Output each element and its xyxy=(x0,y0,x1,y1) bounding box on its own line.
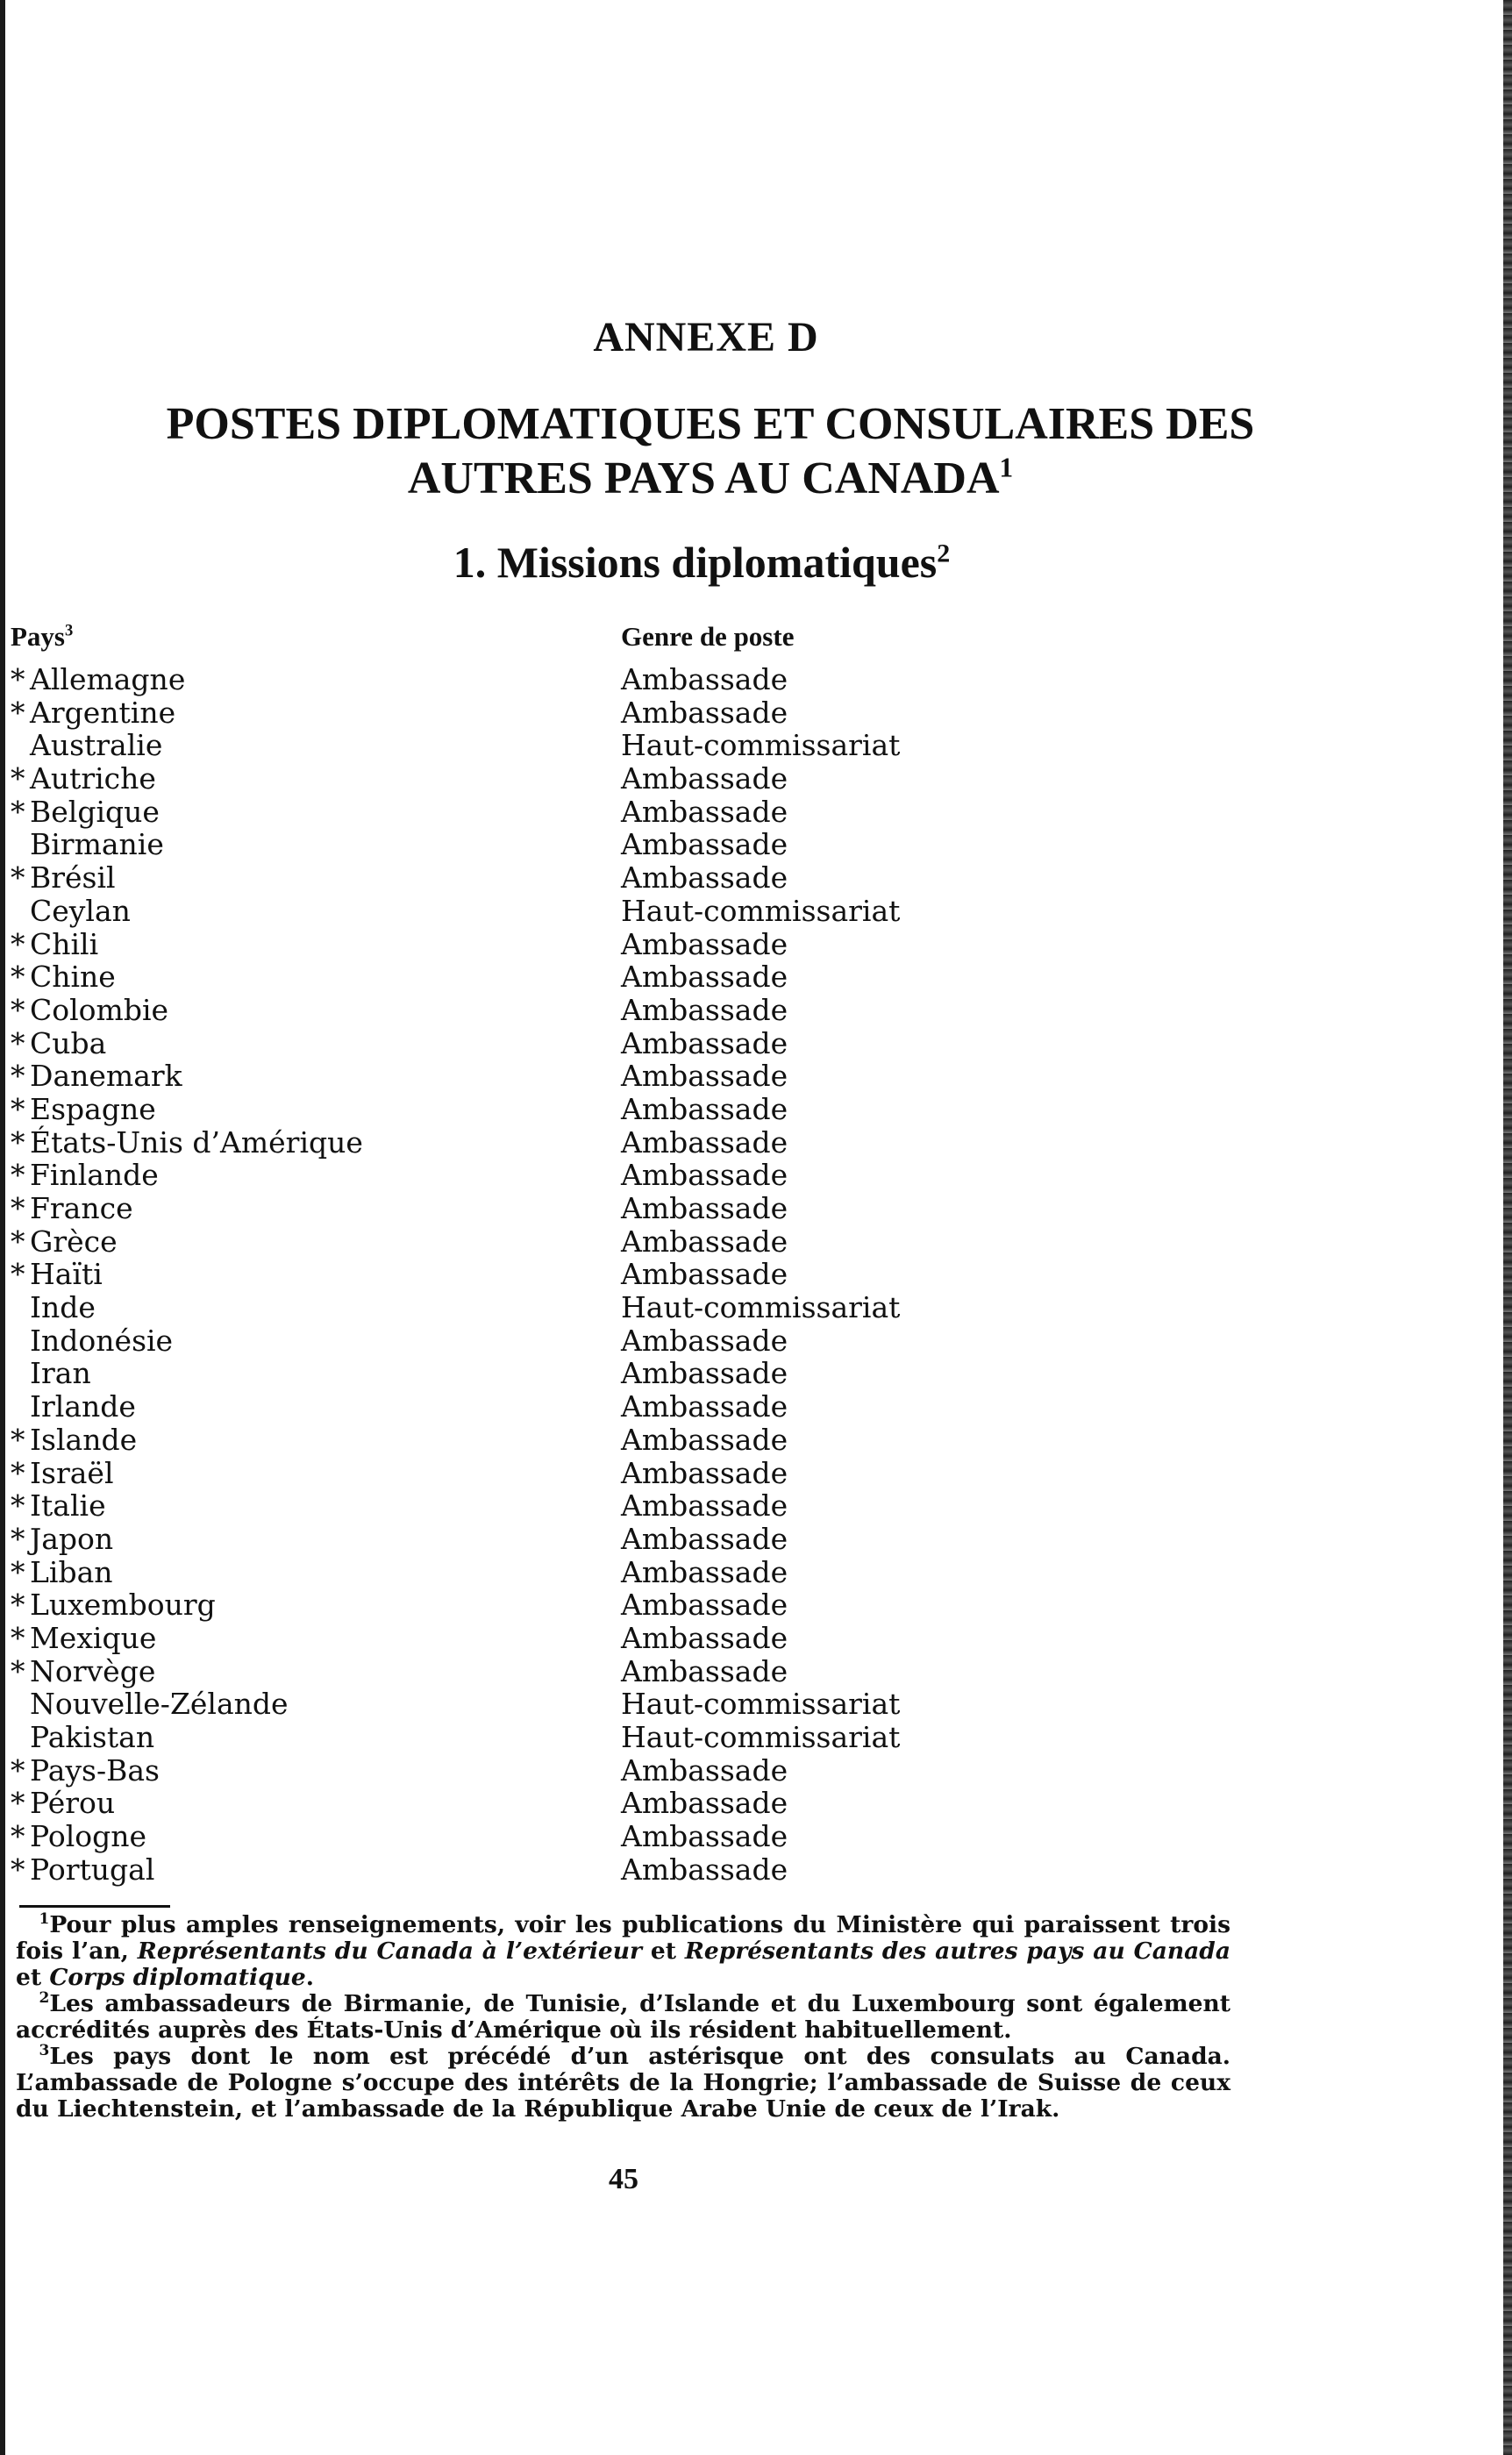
post-type: Ambassade xyxy=(621,794,788,829)
country-name xyxy=(11,696,175,730)
post-type: Ambassade xyxy=(621,1455,788,1490)
country-label: Inde xyxy=(30,1290,96,1325)
consulate-asterisk: * xyxy=(11,1422,25,1457)
table-row xyxy=(0,1556,1052,1589)
country-name xyxy=(11,762,156,796)
consulate-asterisk: * xyxy=(11,1554,25,1589)
country-name xyxy=(11,1787,115,1820)
country-name xyxy=(11,1820,146,1853)
footnote-2 xyxy=(16,1991,1230,2044)
country-name xyxy=(11,1489,106,1523)
table-row xyxy=(0,1457,1052,1490)
footnote-3 xyxy=(16,2044,1230,2123)
footnote-2-number: 2 xyxy=(39,1989,50,2008)
post-type: Ambassade xyxy=(621,960,788,995)
post-type: Haut-commissariat xyxy=(621,728,901,763)
table-row xyxy=(0,861,1052,895)
country-label: Birmanie xyxy=(30,827,164,862)
post-type: Ambassade xyxy=(621,1158,788,1193)
post-type: Ambassade xyxy=(621,695,788,730)
country-label: Nouvelle-Zélande xyxy=(30,1687,289,1722)
country-label: Autriche xyxy=(30,761,156,796)
table-row xyxy=(0,828,1052,861)
country-label: Chili xyxy=(30,926,99,961)
country-label: Irlande xyxy=(30,1389,136,1424)
footnote-1-number: 1 xyxy=(39,1910,50,1929)
country-name xyxy=(11,1556,113,1589)
post-type: Haut-commissariat xyxy=(621,893,901,928)
country-name xyxy=(11,960,116,994)
post-type: Ambassade xyxy=(621,1653,788,1688)
country-name xyxy=(11,729,162,762)
annex-title: ANNEXE D xyxy=(593,314,819,360)
post-type: Ambassade xyxy=(621,1588,788,1623)
table-row xyxy=(0,1424,1052,1457)
country-label: France xyxy=(30,1191,133,1225)
table-row xyxy=(0,960,1052,994)
footnote-3-text: Les pays dont le nom est précédé d’un astérisque ont des consulats au Canada. L’ambassade de Pologne s’occupe des intérêts de la Hongrie; l’ambassade de Suisse de ceux du Liechtenstein, et l’ambassade de la République Arabe Unie de ceux de l’Irak. xyxy=(16,2043,1230,2123)
post-type: Ambassade xyxy=(621,1257,788,1292)
footnote-rule xyxy=(19,1905,170,1908)
post-type: Ambassade xyxy=(621,1323,788,1358)
consulate-asterisk: * xyxy=(11,761,25,796)
consulate-asterisk: * xyxy=(11,1653,25,1688)
country-label: Israël xyxy=(30,1455,114,1490)
consulate-asterisk: * xyxy=(11,1025,25,1060)
country-label: Cuba xyxy=(30,1025,107,1060)
country-label: Danemark xyxy=(30,1059,182,1094)
country-name xyxy=(11,663,185,696)
consulate-asterisk: * xyxy=(11,1224,25,1259)
section-footnote-ref: 2 xyxy=(937,539,951,568)
post-type: Ambassade xyxy=(621,662,788,696)
country-label: États-Unis d’Amérique xyxy=(30,1124,363,1160)
country-label: Pologne xyxy=(30,1819,147,1854)
main-title xyxy=(53,397,1368,506)
table-row xyxy=(0,1258,1052,1291)
consulate-asterisk: * xyxy=(11,926,25,961)
country-name xyxy=(11,1324,173,1358)
country-label: Luxembourg xyxy=(30,1588,216,1623)
footnote-2-text: Les ambassadeurs de Birmanie, de Tunisie, d’Islande et du Luxembourg sont également accrédités auprès des États-Unis d’Amérique où ils résident habituellement. xyxy=(16,1990,1230,2044)
post-type: Ambassade xyxy=(621,1786,788,1821)
country-label: Finlande xyxy=(30,1158,159,1193)
footnote-1-title-a: Représentants du Canada à l’extérieur xyxy=(137,1938,642,1965)
consulate-asterisk: * xyxy=(11,695,25,730)
country-label: Iran xyxy=(30,1356,91,1391)
country-name xyxy=(11,1588,216,1622)
table-row xyxy=(0,928,1052,961)
main-title-line2-text: AUTRES PAYS AU CANADA xyxy=(407,453,1000,503)
post-type: Ambassade xyxy=(621,926,788,961)
consulate-asterisk: * xyxy=(11,1158,25,1193)
country-name xyxy=(11,1457,114,1490)
consulate-asterisk: * xyxy=(11,1752,25,1788)
consulate-asterisk: * xyxy=(11,992,25,1027)
country-name xyxy=(11,1721,154,1754)
country-name xyxy=(11,1258,103,1291)
country-label: Colombie xyxy=(30,992,169,1027)
country-name xyxy=(11,994,168,1027)
post-type: Ambassade xyxy=(621,1488,788,1524)
country-label: Norvège xyxy=(30,1653,156,1688)
country-label: Australie xyxy=(30,728,163,763)
table-row xyxy=(0,1291,1052,1324)
post-type: Ambassade xyxy=(621,860,788,896)
country-name xyxy=(11,828,164,861)
post-type: Ambassade xyxy=(621,1025,788,1060)
table-row xyxy=(0,895,1052,928)
table-row xyxy=(0,1688,1052,1721)
footnote-1-end: . xyxy=(305,1964,315,1991)
footnote-1-text: Pour plus amples renseignements, voir les publications du Ministère qui paraissent trois fois l’an, xyxy=(16,1911,1230,1965)
page-edge-right xyxy=(1503,0,1512,2455)
table-row xyxy=(0,1027,1052,1060)
country-label: Mexique xyxy=(30,1620,157,1655)
post-type: Haut-commissariat xyxy=(621,1720,901,1754)
country-name xyxy=(11,1159,159,1192)
country-label: Brésil xyxy=(30,860,116,896)
post-type: Ambassade xyxy=(621,1059,788,1094)
table-row xyxy=(0,1523,1052,1556)
section-title xyxy=(0,537,1403,588)
country-name xyxy=(11,1754,160,1788)
footnote-1-conj-a: et xyxy=(642,1938,685,1965)
consulate-asterisk: * xyxy=(11,1257,25,1292)
post-type: Ambassade xyxy=(621,1554,788,1589)
country-name xyxy=(11,1027,106,1060)
country-name xyxy=(11,1523,113,1556)
table-row xyxy=(0,729,1052,762)
country-name xyxy=(11,1192,133,1225)
consulate-asterisk: * xyxy=(11,794,25,829)
column-header-country xyxy=(11,621,73,653)
country-name xyxy=(11,928,98,961)
table-row xyxy=(0,1126,1052,1160)
main-title-footnote-ref: 1 xyxy=(999,452,1014,483)
post-type: Ambassade xyxy=(621,1091,788,1126)
country-name xyxy=(11,1357,91,1390)
country-label: Allemagne xyxy=(30,662,186,696)
country-name xyxy=(11,1390,136,1424)
post-type: Ambassade xyxy=(621,1620,788,1655)
consulate-asterisk: * xyxy=(11,1124,25,1160)
table-row xyxy=(0,1588,1052,1622)
table-row xyxy=(0,1060,1052,1093)
main-title-line1: POSTES DIPLOMATIQUES ET CONSULAIRES DES xyxy=(166,399,1255,449)
table-row xyxy=(0,1787,1052,1820)
table-row xyxy=(0,1655,1052,1688)
country-name xyxy=(11,1622,156,1655)
country-label: Pays-Bas xyxy=(30,1752,160,1788)
column-header-post-type: Genre de poste xyxy=(621,621,795,652)
country-label: Islande xyxy=(30,1422,138,1457)
column-header-country-text: Pays xyxy=(11,621,65,652)
post-type: Ambassade xyxy=(621,761,788,796)
post-type: Ambassade xyxy=(621,992,788,1027)
post-type: Ambassade xyxy=(621,1752,788,1788)
country-label: Espagne xyxy=(30,1091,156,1126)
post-type: Ambassade xyxy=(621,1852,788,1887)
post-type: Ambassade xyxy=(621,1819,788,1854)
consulate-asterisk: * xyxy=(11,662,25,696)
country-label: Grèce xyxy=(30,1224,118,1259)
post-type: Ambassade xyxy=(621,1389,788,1424)
footnote-3-number: 3 xyxy=(39,2042,50,2060)
consulate-asterisk: * xyxy=(11,1521,25,1556)
country-name xyxy=(11,1126,363,1160)
table-row xyxy=(0,796,1052,829)
post-type: Ambassade xyxy=(621,1521,788,1556)
country-label: Argentine xyxy=(30,695,176,730)
missions-table xyxy=(0,663,1052,1886)
country-name xyxy=(11,1225,118,1259)
country-label: Portugal xyxy=(30,1852,155,1887)
consulate-asterisk: * xyxy=(11,1819,25,1854)
footnote-1-title-c: Corps diplomatique xyxy=(49,1964,306,1991)
country-label: Ceylan xyxy=(30,893,131,928)
consulate-asterisk: * xyxy=(11,1091,25,1126)
consulate-asterisk: * xyxy=(11,1488,25,1524)
table-row xyxy=(0,1357,1052,1390)
table-row xyxy=(0,1324,1052,1358)
table-row xyxy=(0,1390,1052,1424)
table-row xyxy=(0,1489,1052,1523)
country-name xyxy=(11,1688,289,1721)
table-row xyxy=(0,1159,1052,1192)
country-label: Chine xyxy=(30,960,116,995)
country-name xyxy=(11,1093,156,1126)
country-name xyxy=(11,1424,137,1457)
post-type: Ambassade xyxy=(621,1191,788,1225)
table-row xyxy=(0,1622,1052,1655)
country-label: Liban xyxy=(30,1554,113,1589)
page-number: 45 xyxy=(609,2163,638,2195)
consulate-asterisk: * xyxy=(11,860,25,896)
country-label: Haïti xyxy=(30,1257,103,1292)
country-name xyxy=(11,1060,182,1093)
footnote-1-conj-b: et xyxy=(16,1964,50,1991)
post-type: Haut-commissariat xyxy=(621,1687,901,1722)
post-type: Ambassade xyxy=(621,827,788,862)
country-name xyxy=(11,1291,96,1324)
country-label: Pakistan xyxy=(30,1720,155,1754)
country-name xyxy=(11,796,160,829)
country-name xyxy=(11,1655,155,1688)
column-header-footnote-ref: 3 xyxy=(65,621,74,640)
table-row xyxy=(0,1192,1052,1225)
country-label: Pérou xyxy=(30,1786,116,1821)
country-name xyxy=(11,895,131,928)
table-row xyxy=(0,696,1052,730)
country-label: Italie xyxy=(30,1488,106,1524)
section-title-text: 1. Missions diplomatiques xyxy=(453,538,938,587)
post-type: Ambassade xyxy=(621,1124,788,1160)
table-row xyxy=(0,1093,1052,1126)
country-label: Indonésie xyxy=(30,1323,174,1358)
table-row xyxy=(0,762,1052,796)
table-row xyxy=(0,663,1052,696)
consulate-asterisk: * xyxy=(11,1455,25,1490)
country-label: Japon xyxy=(30,1521,114,1556)
consulate-asterisk: * xyxy=(11,1588,25,1623)
consulate-asterisk: * xyxy=(11,1059,25,1094)
country-label: Belgique xyxy=(30,794,160,829)
consulate-asterisk: * xyxy=(11,1620,25,1655)
post-type: Ambassade xyxy=(621,1422,788,1457)
post-type: Ambassade xyxy=(621,1356,788,1391)
table-row xyxy=(0,1225,1052,1259)
footnotes xyxy=(16,1912,1230,2123)
consulate-asterisk: * xyxy=(11,1191,25,1225)
footnote-1 xyxy=(16,1912,1230,1991)
main-title-line2 xyxy=(53,452,1368,506)
consulate-asterisk: * xyxy=(11,1852,25,1887)
table-row xyxy=(0,994,1052,1027)
table-row xyxy=(0,1820,1052,1853)
table-row xyxy=(0,1853,1052,1887)
post-type: Ambassade xyxy=(621,1224,788,1259)
table-row xyxy=(0,1721,1052,1754)
country-name xyxy=(11,1853,154,1887)
consulate-asterisk: * xyxy=(11,1786,25,1821)
consulate-asterisk: * xyxy=(11,960,25,995)
post-type: Haut-commissariat xyxy=(621,1290,901,1325)
country-name xyxy=(11,861,116,895)
footnote-1-title-b: Représentants des autres pays au Canada xyxy=(684,1938,1230,1965)
table-row xyxy=(0,1754,1052,1788)
